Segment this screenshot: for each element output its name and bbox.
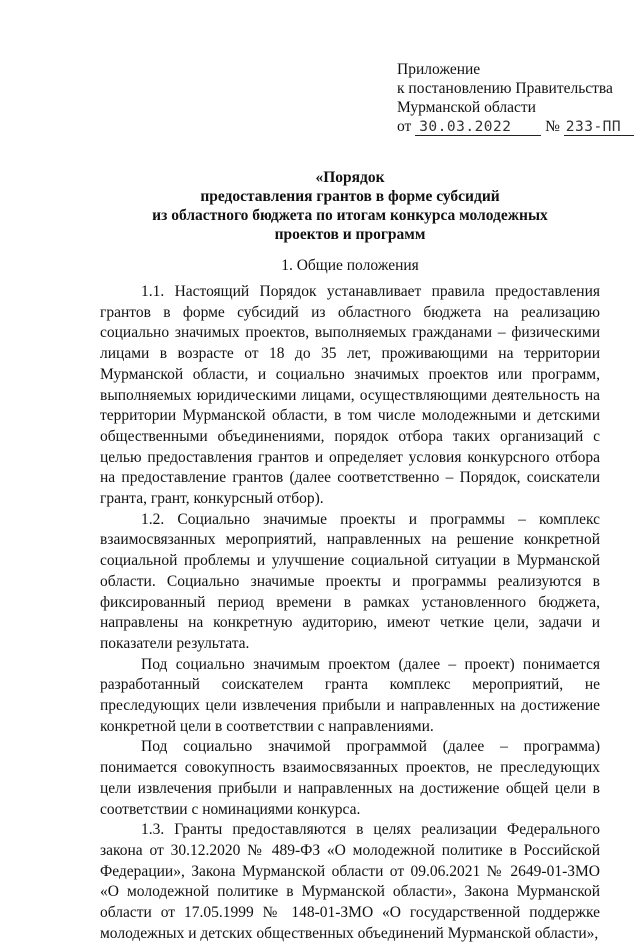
attachment-block xyxy=(397,60,632,136)
attachment-label: Приложение xyxy=(397,61,481,78)
attachment-date-number xyxy=(397,117,632,136)
title-line-1: «Порядок xyxy=(315,169,385,186)
attachment-resolution: к постановлению Правительства xyxy=(397,80,613,97)
paragraph-1-3: 1.3. Гранты предоставляются в целях реализации Федерального закона от 30.12.2020 № 489-ФЗ «О молодежной политике в Российской Федерации», Закона Мурманской области от 09.06.2021 № 2649-01-ЗМО «О молодежной политике в Мурманской области», Закона Мурманской области от 17.05.1999 № 148-01-ЗМО «О государственной поддержке молодежных и детских общественных объединений Мурманской области», xyxy=(100,821,600,942)
title-line-4: проектов и программ xyxy=(274,226,426,243)
title-line-2: предоставления грантов в форме субсидий xyxy=(200,188,500,205)
paragraph-program-definition: Под социально значимой программой (далее – программа) понимается совокупность взаимосвязанных проектов, не преследующих цели извлечения прибыли и направленных на достижение общей цели в соответствии с номинациями конкурса. xyxy=(100,738,600,818)
number-prefix: № xyxy=(545,118,560,135)
document-title xyxy=(100,168,600,244)
paragraph-1-1: 1.1. Настоящий Порядок устанавливает правила предоставления грантов в форме субсидий из областного бюджета на реализацию социально значимых проектов, выполняемых гражданами – физическими лицами в возрасте от 18 до 35 лет, проживающими на территории Мурманской области, и социально значимых проектов или программ, выполняемых юридическими лицами, осуществляющими деятельность на территории Мурманской области, в том числе молодежными и детскими общественными объединениями, порядок отбора таких организаций с целью предоставления грантов и определяет условия конкурсного отбора на предоставление грантов (далее соответственно – Порядок, соискатели гранта, грант, конкурсный отбор). xyxy=(100,283,600,508)
resolution-number: 233-ПП xyxy=(564,119,634,136)
date-prefix: от xyxy=(397,118,412,135)
paragraph-1-2: 1.2. Социально значимые проекты и программы – комплекс взаимосвязанных мероприятий, направленных на решение конкретной социальной проблемы и улучшение социальной ситуации в Мурманской области. Социально значимые проекты и программы реализуются в фиксированный период времени в рамках установленного бюджета, направлены на конкретную аудиторию, имеют четкие цели, задачи и показатели результата. xyxy=(100,510,600,652)
resolution-date: 30.03.2022 xyxy=(415,119,541,136)
attachment-region: Мурманской области xyxy=(397,99,536,116)
document-body xyxy=(100,282,600,945)
section-heading: 1. Общие положения xyxy=(281,257,419,274)
title-line-3: из областного бюджета по итогам конкурса молодежных xyxy=(152,207,548,224)
paragraph-project-definition: Под социально значимым проектом (далее – проект) понимается разработанный соискателем гранта комплекс мероприятий, не преследующих цели извлечения прибыли и направленных на достижение конкретной цели в соответствии с направлениями. xyxy=(100,655,600,735)
